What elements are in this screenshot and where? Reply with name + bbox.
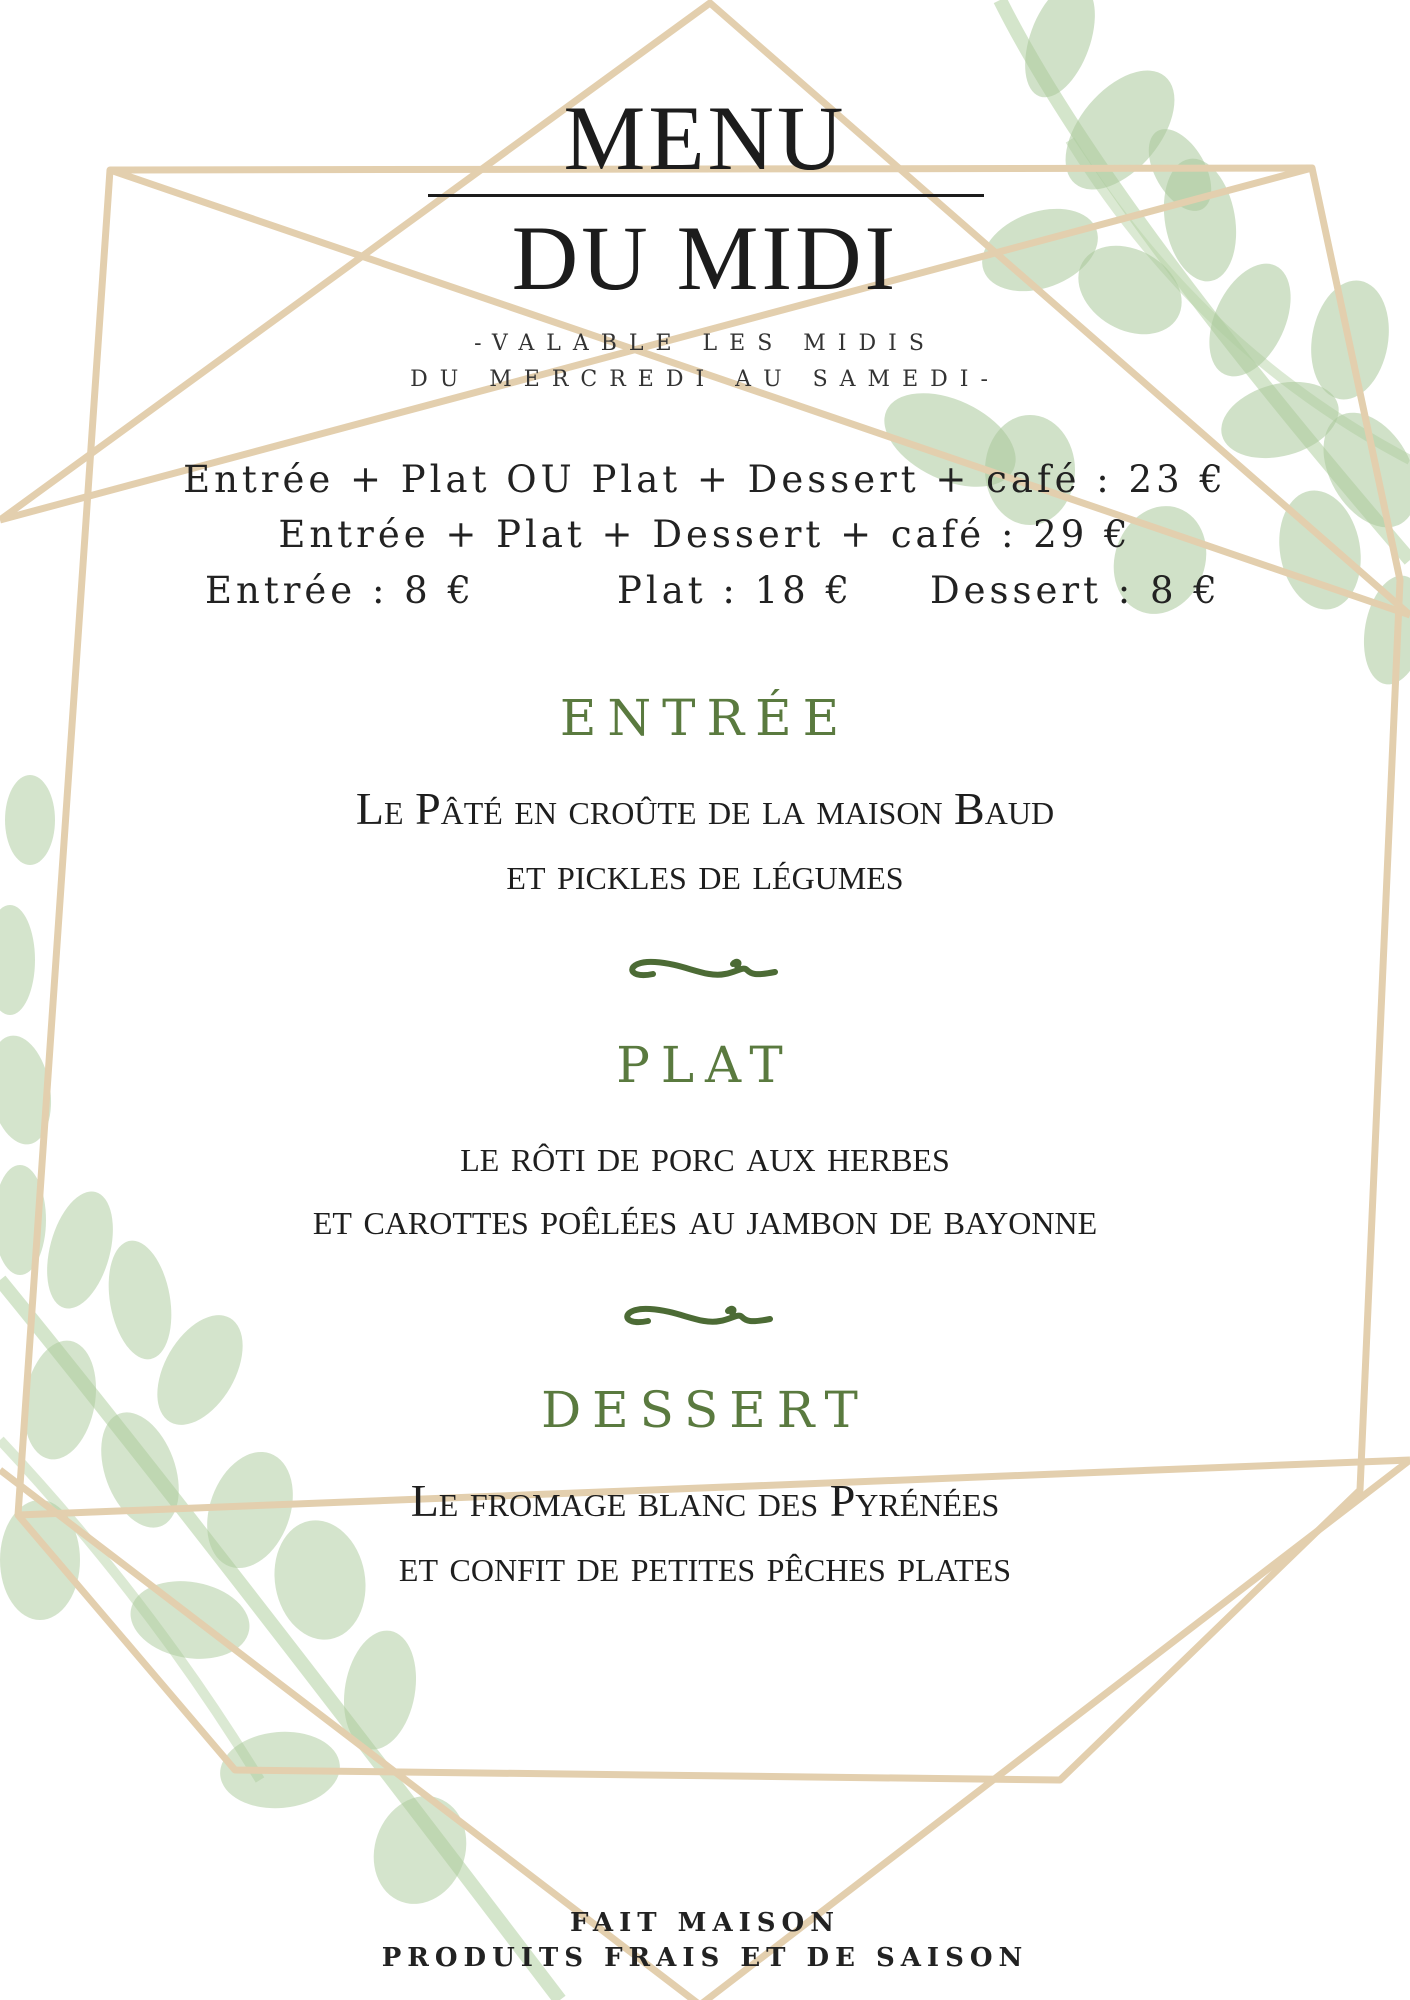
plat-line-2: et carottes poêlées au jambon de bayonne bbox=[312, 1193, 1098, 1244]
dessert-line-2: et confit de petites pêches plates bbox=[398, 1540, 1012, 1591]
title-divider bbox=[428, 194, 984, 197]
swirl-divider-icon bbox=[615, 950, 795, 990]
menu-title: MENU bbox=[563, 87, 847, 189]
price-formula-1: Entrée + Plat OU Plat + Dessert + café : 23 € bbox=[183, 458, 1227, 501]
price-plat: Plat : 18 € bbox=[617, 569, 854, 612]
entree-line-2: et pickles de légumes bbox=[506, 848, 904, 899]
price-dessert: Dessert : 8 € bbox=[930, 569, 1221, 612]
validity-line-1: -VALABLE LES MIDIS bbox=[474, 331, 936, 356]
menu-subtitle: DU MIDI bbox=[511, 207, 899, 309]
footer-line-1: FAIT MAISON bbox=[570, 1908, 840, 1938]
price-formula-2: Entrée + Plat + Dessert + café : 29 € bbox=[278, 513, 1132, 556]
plat-line-1: le rôti de porc aux herbes bbox=[460, 1130, 950, 1181]
entree-line-1: Le Pâté en croûte de la maison Baud bbox=[355, 783, 1055, 834]
section-heading-dessert: DESSERT bbox=[541, 1381, 869, 1439]
validity-line-2: DU MERCREDI AU SAMEDI- bbox=[410, 367, 1000, 392]
section-heading-plat: PLAT bbox=[616, 1036, 794, 1094]
swirl-divider-icon bbox=[610, 1297, 790, 1337]
dessert-line-1: Le fromage blanc des Pyrénées bbox=[410, 1475, 1000, 1526]
footer-line-2: PRODUITS FRAIS ET DE SAISON bbox=[381, 1943, 1029, 1973]
price-entree: Entrée : 8 € bbox=[205, 569, 476, 612]
section-heading-entree: ENTRÉE bbox=[559, 689, 851, 747]
